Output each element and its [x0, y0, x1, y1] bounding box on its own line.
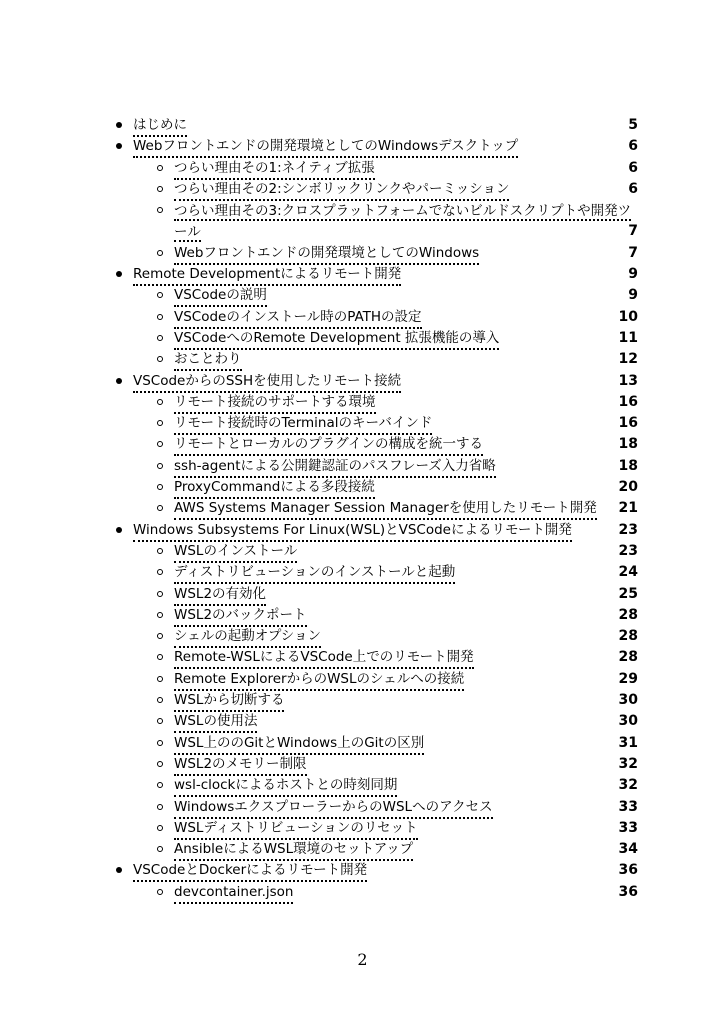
bullet-circle-icon [157, 335, 163, 341]
toc-entry-title[interactable]: Remote ExplorerからのWSLのシェルへの接続 [174, 670, 464, 691]
bullet-circle-icon [157, 548, 163, 554]
toc-entry-title[interactable]: Webフロントエンドの開発環境としてのWindowsデスクトップ [133, 137, 518, 158]
toc-entry[interactable] [0, 308, 725, 329]
toc-entry-page: 6 [628, 138, 638, 155]
bullet-circle-icon [157, 740, 163, 746]
toc-entry[interactable] [0, 435, 725, 456]
page-number: 2 [357, 950, 368, 969]
toc-entry-title[interactable]: VSCodeとDockerによるリモート開発 [133, 861, 367, 882]
toc-entry[interactable] [0, 244, 725, 265]
toc-entry-title[interactable]: つらい理由その1:ネイティブ拡張 [174, 159, 375, 180]
toc-entry-title[interactable]: devcontainer.json [174, 883, 293, 904]
bullet-circle-icon [157, 420, 163, 426]
toc-entry-title[interactable]: wsl-clockによるホストとの時刻同期 [174, 776, 397, 797]
bullet-circle-icon [157, 782, 163, 788]
toc-entry-page: 13 [618, 372, 638, 389]
toc-entry[interactable] [0, 265, 725, 286]
toc-entry-page: 28 [618, 649, 638, 666]
toc-entry[interactable] [0, 159, 725, 180]
bullet-circle-icon [157, 463, 163, 469]
toc-entry-page: 16 [618, 415, 638, 432]
toc-entry-title[interactable]: VSCodeのインストール時のPATHの設定 [174, 308, 422, 329]
bullet-circle-icon [157, 633, 163, 639]
toc-entry[interactable] [0, 201, 725, 244]
bullet-disc-icon [116, 527, 122, 533]
toc-entry-title[interactable]: WSLのインストール [174, 542, 297, 563]
bullet-circle-icon [157, 825, 163, 831]
toc-entry-title[interactable]: VSCodeへのRemote Development 拡張機能の導入 [174, 329, 499, 350]
toc-entry-title[interactable]: リモート接続時のTerminalのキーバインド [174, 414, 432, 435]
toc-entry-page: 32 [618, 755, 638, 772]
bullet-circle-icon [157, 399, 163, 405]
toc-entry-page: 18 [618, 436, 638, 453]
toc-entry[interactable] [0, 329, 725, 350]
toc-entry-title[interactable]: VSCodeからのSSHを使用したリモート接続 [133, 372, 401, 393]
toc-entry-title[interactable]: Windows Subsystems For Linux(WSL)とVSCodeによるリモート開発 [133, 521, 572, 542]
toc-entry[interactable] [0, 755, 725, 776]
toc-entry-page: 20 [618, 479, 638, 496]
toc-entry-title[interactable]: VSCodeの説明 [174, 286, 267, 307]
bullet-circle-icon [157, 676, 163, 682]
toc-entry[interactable] [0, 393, 725, 414]
toc-entry-page: 33 [618, 798, 638, 815]
toc-entry-page: 6 [628, 180, 638, 197]
toc-entry[interactable] [0, 798, 725, 819]
bullet-circle-icon [157, 804, 163, 810]
bullet-circle-icon [157, 484, 163, 490]
toc-entry[interactable] [0, 116, 725, 137]
toc-entry-title[interactable]: Remote Developmentによるリモート開発 [133, 265, 401, 286]
toc-entry[interactable] [0, 137, 725, 158]
toc-entry-title[interactable]: ディストリビューションのインストールと起動 [174, 563, 455, 584]
bullet-disc-icon [116, 271, 122, 277]
toc-entry-page: 5 [628, 117, 638, 133]
toc-entry-title[interactable]: WSLディストリビューションのリセット [174, 819, 418, 840]
toc-entry-page: 36 [618, 862, 638, 879]
toc-entry-page: 34 [618, 841, 638, 858]
toc-entry-page: 25 [618, 585, 638, 602]
toc-entry-page: 29 [618, 670, 638, 687]
bullet-circle-icon [157, 250, 163, 256]
toc-entry-page: 32 [618, 777, 638, 794]
toc-entry-title[interactable]: ProxyCommandによる多段接続 [174, 478, 375, 499]
bullet-circle-icon [157, 846, 163, 852]
bullet-circle-icon [157, 761, 163, 767]
bullet-circle-icon [157, 697, 163, 703]
toc-entry-title[interactable]: WSLから切断する [174, 691, 284, 712]
bullet-circle-icon [157, 356, 163, 362]
toc-entry[interactable] [0, 734, 725, 755]
toc-entry-page: 6 [628, 159, 638, 176]
toc-entry[interactable] [0, 606, 725, 627]
bullet-circle-icon [157, 591, 163, 597]
toc-entry-page: 28 [618, 606, 638, 623]
bullet-disc-icon [116, 378, 122, 384]
toc-entry-title[interactable]: シェルの起動オプション [174, 627, 321, 648]
bullet-disc-icon [116, 867, 122, 873]
toc-entry-title[interactable]: つらい理由その2:シンボリックリンクやパーミッション [174, 180, 509, 201]
toc-entry[interactable] [0, 499, 725, 520]
toc-entry-title[interactable]: WSL2のバックポート [174, 606, 307, 627]
toc-entry[interactable] [0, 414, 725, 435]
toc-entry-page: 9 [628, 266, 638, 283]
toc-entry[interactable] [0, 840, 725, 861]
toc-entry-title[interactable]: WSL2の有効化 [174, 585, 266, 606]
toc-entry-page: 23 [618, 542, 638, 559]
toc-entry-title[interactable]: AnsibleによるWSL環境のセットアップ [174, 840, 413, 861]
toc-entry-page: 36 [618, 883, 638, 900]
toc-entry[interactable] [0, 712, 725, 733]
toc-entry-page: 31 [618, 734, 638, 751]
table-of-contents [0, 116, 725, 904]
bullet-circle-icon [157, 292, 163, 298]
bullet-circle-icon [157, 505, 163, 511]
toc-entry[interactable] [0, 776, 725, 797]
toc-entry-page: 10 [618, 308, 638, 325]
toc-entry-title[interactable]: リモートとローカルのプラグインの構成を統一する [174, 435, 483, 456]
toc-entry-page: 9 [628, 287, 638, 304]
toc-entry[interactable] [0, 670, 725, 691]
toc-entry[interactable] [0, 286, 725, 307]
bullet-circle-icon [157, 654, 163, 660]
toc-entry-page: 7 [628, 244, 638, 261]
toc-entry-title[interactable]: WSLの使用法 [174, 712, 257, 733]
toc-entry-page: 11 [618, 329, 638, 346]
toc-entry-title[interactable]: WSL上ののGitとWindows上のGitの区別 [174, 734, 424, 755]
toc-entry[interactable] [0, 861, 725, 882]
toc-entry-title[interactable]: Remote-WSLによるVSCode上でのリモート開発 [174, 648, 474, 669]
toc-entry-title[interactable]: つらい理由その3:クロスプラットフォームでないビルドスクリプトや開発ツール [174, 203, 632, 241]
toc-entry-title[interactable]: はじめに [133, 116, 187, 137]
toc-entry-page: 30 [618, 692, 638, 709]
toc-entry-page: 33 [618, 819, 638, 836]
toc-entry-title[interactable]: Webフロントエンドの開発環境としてのWindows [174, 244, 479, 265]
toc-entry[interactable] [0, 585, 725, 606]
toc-entry[interactable] [0, 691, 725, 712]
toc-entry-title[interactable]: おことわり [174, 350, 242, 371]
bullet-circle-icon [157, 889, 163, 895]
toc-entry-page: 24 [618, 564, 638, 581]
bullet-circle-icon [157, 569, 163, 575]
toc-entry-title[interactable]: リモート接続のサポートする環境 [174, 393, 376, 414]
toc-entry-page: 12 [618, 351, 638, 368]
toc-entry-page: 21 [618, 500, 638, 517]
bullet-disc-icon [116, 122, 122, 128]
bullet-circle-icon [157, 314, 163, 320]
toc-entry-page: 7 [628, 223, 638, 240]
toc-entry-title[interactable]: WindowsエクスプローラーからのWSLへのアクセス [174, 798, 493, 819]
toc-entry[interactable] [0, 648, 725, 669]
bullet-circle-icon [157, 718, 163, 724]
bullet-circle-icon [157, 441, 163, 447]
toc-entry[interactable] [0, 180, 725, 201]
toc-entry[interactable] [0, 883, 725, 904]
bullet-circle-icon [157, 612, 163, 618]
toc-entry-title[interactable]: WSL2のメモリー制限 [174, 755, 307, 776]
toc-entry-page: 28 [618, 628, 638, 645]
toc-entry[interactable] [0, 372, 725, 393]
toc-entry-title[interactable]: AWS Systems Manager Session Managerを使用したリモート開発 [174, 499, 597, 520]
toc-entry[interactable] [0, 478, 725, 499]
toc-entry[interactable] [0, 542, 725, 563]
bullet-disc-icon [116, 143, 122, 149]
toc-entry-page: 18 [618, 457, 638, 474]
toc-entry[interactable] [0, 521, 725, 542]
toc-entry[interactable] [0, 563, 725, 584]
toc-entry-title[interactable]: ssh-agentによる公開鍵認証のパスフレーズ入力省略 [174, 457, 496, 478]
toc-entry-page: 23 [618, 521, 638, 538]
toc-entry[interactable] [0, 457, 725, 478]
bullet-circle-icon [157, 186, 163, 192]
bullet-circle-icon [157, 207, 163, 213]
toc-entry[interactable] [0, 627, 725, 648]
bullet-circle-icon [157, 165, 163, 171]
toc-entry-page: 30 [618, 713, 638, 730]
toc-entry[interactable] [0, 819, 725, 840]
toc-entry[interactable] [0, 350, 725, 371]
toc-entry-page: 16 [618, 393, 638, 410]
